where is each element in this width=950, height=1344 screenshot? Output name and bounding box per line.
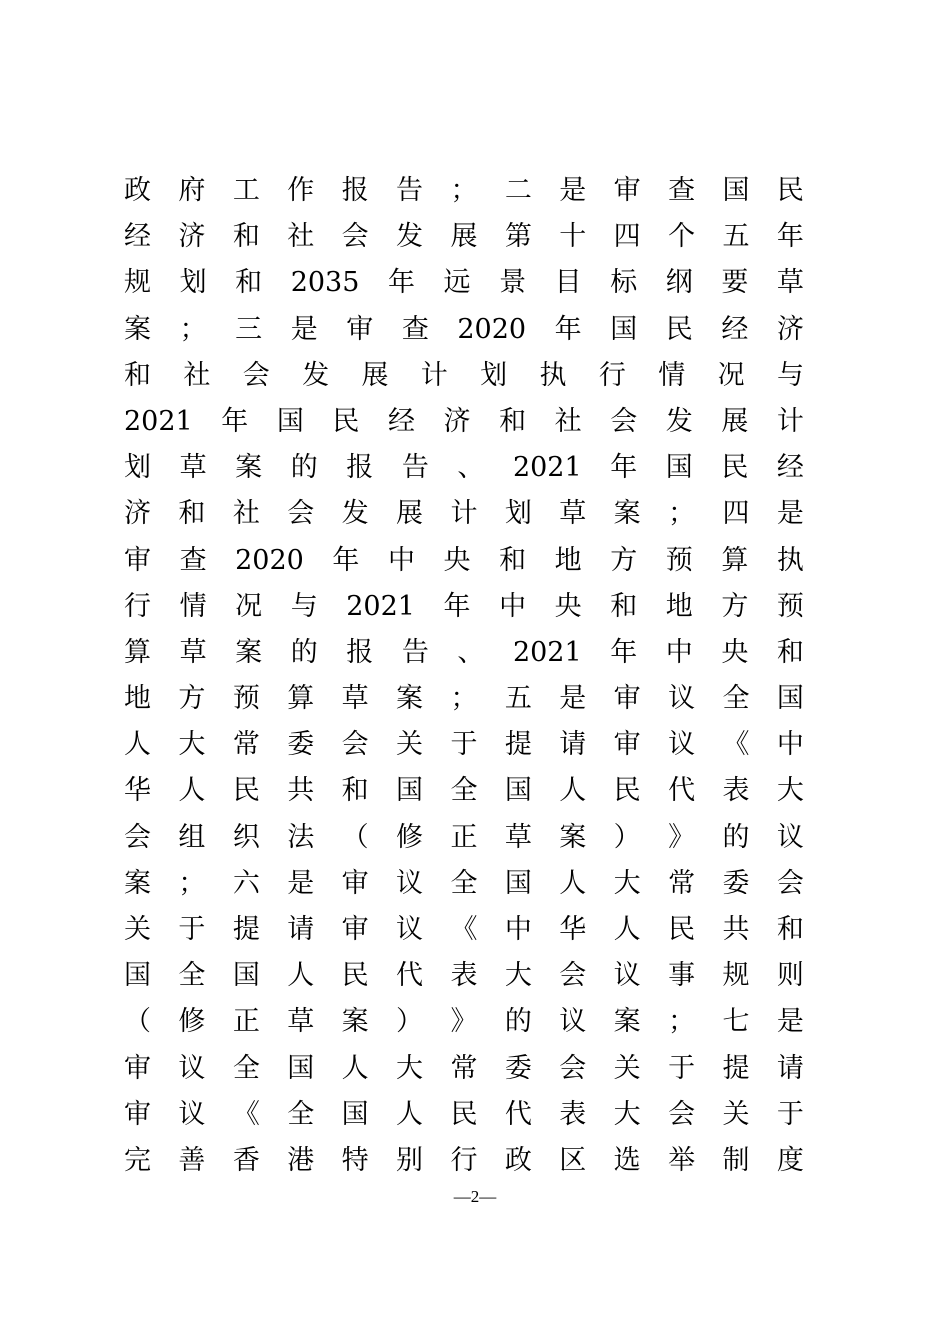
- text-line: 济 和 社 会 发 展 计 划 草 案 ； 四 是: [124, 498, 804, 530]
- text-line: 算 草 案 的 报 告 、 2021 年 中 央 和: [124, 636, 804, 668]
- text-line: 规 划 和 2035 年 远 景 目 标 纲 要 草: [124, 267, 804, 299]
- text-line: 经 济 和 社 会 发 展 第 十 四 个 五 年: [124, 221, 804, 253]
- text-line: 国 全 国 人 民 代 表 大 会 议 事 规 则: [124, 960, 804, 992]
- text-line: 审 查 2020 年 中 央 和 地 方 预 算 执: [124, 544, 804, 576]
- text-line: （ 修 正 草 案 ） 》 的 议 案 ； 七 是: [124, 1006, 804, 1038]
- text-line: 政 府 工 作 报 告 ； 二 是 审 查 国 民: [124, 175, 804, 206]
- text-line: 2021 年 国 民 经 济 和 社 会 发 展 计: [124, 405, 804, 437]
- text-line: 关 于 提 请 审 议 《 中 华 人 民 共 和: [124, 914, 804, 945]
- text-line: 华 人 民 共 和 国 全 国 人 民 代 表 大: [124, 775, 804, 807]
- text-line: 案 ； 六 是 审 议 全 国 人 大 常 委 会: [124, 867, 804, 899]
- text-line: 完 善 香 港 特 别 行 政 区 选 举 制 度: [124, 1144, 804, 1176]
- text-line: 审 议 《 全 国 人 民 代 表 大 会 关 于: [124, 1098, 804, 1130]
- text-line: 地 方 预 算 草 案 ； 五 是 审 议 全 国: [124, 683, 804, 715]
- text-line: 划 草 案 的 报 告 、 2021 年 国 民 经: [124, 452, 804, 484]
- page-number: —2—: [453, 1187, 497, 1206]
- text-line: 会 组 织 法 （ 修 正 草 案 ） 》 的 议: [124, 821, 804, 853]
- text-line: 行 情 况 与 2021 年 中 央 和 地 方 预: [124, 590, 804, 622]
- text-line: 人 大 常 委 会 关 于 提 请 审 议 《 中: [124, 729, 804, 761]
- body-text: [124, 168, 804, 1184]
- text-line: 审 议 全 国 人 大 常 委 会 关 于 提 请: [124, 1052, 804, 1084]
- text-line: 和 社 会 发 展 计 划 执 行 情 况 与: [124, 359, 804, 391]
- text-line: 案 ； 三 是 审 查 2020 年 国 民 经 济: [124, 313, 804, 345]
